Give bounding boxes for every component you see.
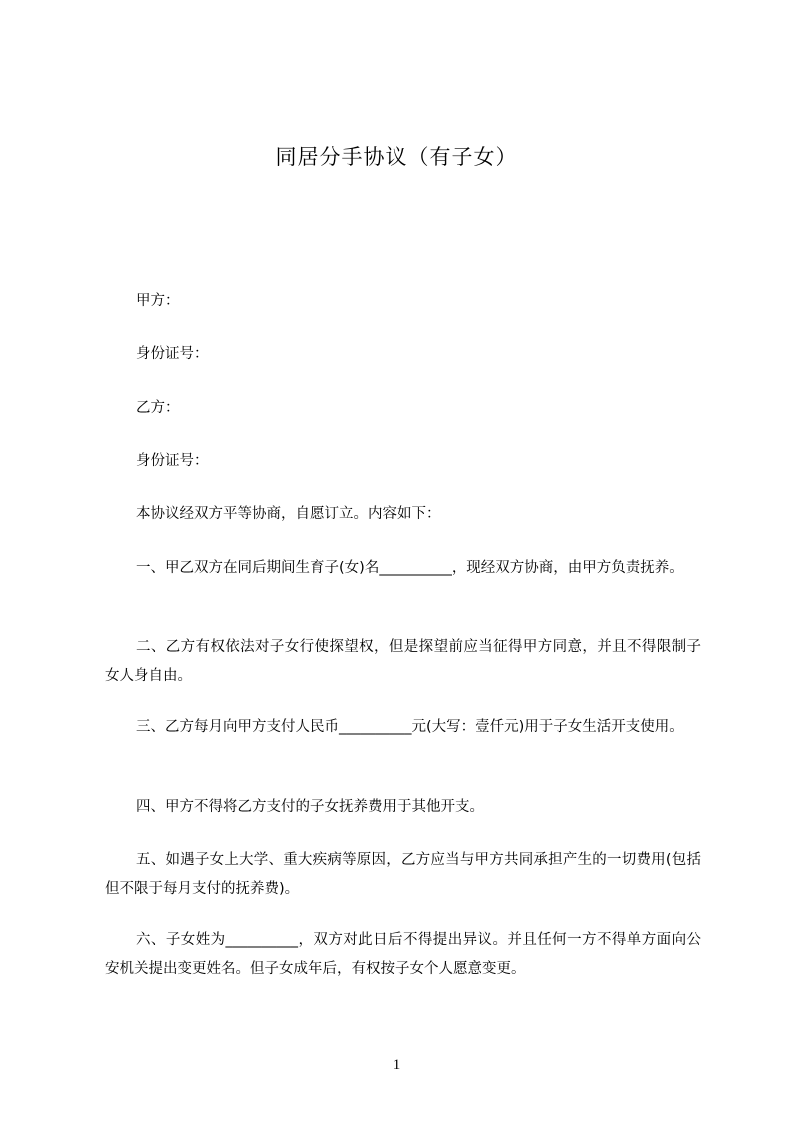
- clause-3: 三、乙方每月向甲方支付人民币__________元(大写：壹仟元)用于子女生活开支使用。: [136, 719, 684, 735]
- document-title: 同居分手协议（有子女）: [275, 145, 518, 169]
- party-a-label: 甲方：: [136, 293, 180, 309]
- party-b-label: 乙方：: [136, 400, 180, 416]
- party-a-id-label: 身份证号：: [136, 346, 209, 362]
- clause-2: 二、乙方有权依法对子女行使探望权，但是探望前应当征得甲方同意，并且不得限制子女人身自由。: [105, 639, 701, 684]
- page-number: 1: [392, 1057, 401, 1073]
- intro-paragraph: 本协议经双方平等协商，自愿订立。内容如下：: [136, 506, 441, 522]
- party-b-id-label: 身份证号：: [136, 453, 209, 469]
- clause-5: 五、如遇子女上大学、重大疾病等原因，乙方应当与甲方共同承担产生的一切费用(包括但不限于每月支付的抚养费)。: [105, 852, 701, 897]
- clause-1: 一、甲乙双方在同后期间生育子(女)名__________，现经双方协商，由甲方负责抚养。: [136, 560, 684, 576]
- clause-6: 六、子女姓为__________，双方对此日后不得提出异议。并且任何一方不得单方面向公安机关提出变更姓名。但子女成年后，有权按子女个人愿意变更。: [105, 932, 701, 977]
- clause-4: 四、甲方不得将乙方支付的子女抚养费用于其他开支。: [136, 799, 484, 815]
